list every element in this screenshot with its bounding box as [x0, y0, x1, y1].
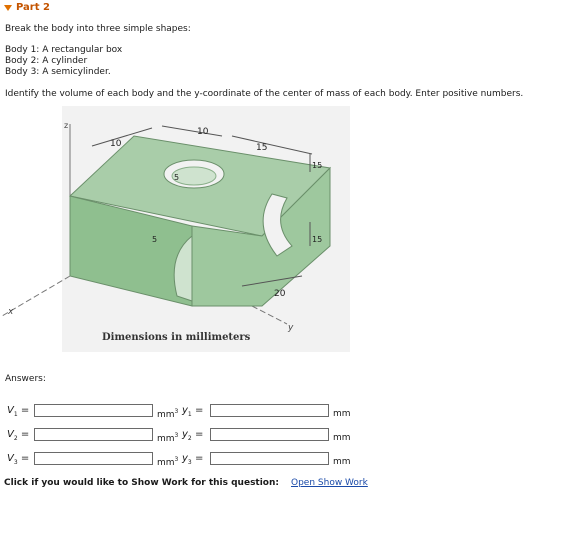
y-label: y	[288, 323, 294, 333]
dim-line-10b	[162, 126, 222, 136]
dim-label-10b: 10	[197, 127, 209, 137]
body-2-text: Body 2: A cylinder	[5, 56, 88, 66]
body-3-text: Body 3: A semicylinder.	[5, 67, 111, 77]
figure-caption: Dimensions in millimeters	[102, 332, 251, 343]
show-work-prompt: Click if you would like to Show Work for this question:	[4, 478, 279, 488]
y3-unit: mm	[333, 457, 351, 467]
v3-unit: $mm^3$	[157, 456, 179, 468]
v2-input[interactable]	[34, 428, 153, 441]
answer-row-1	[0, 404, 569, 422]
y-axis	[252, 306, 287, 324]
answers-heading: Answers:	[5, 374, 46, 384]
part-title: Part 2	[16, 2, 50, 13]
v2-unit: $mm^3$	[157, 432, 179, 444]
v1-label: $V_1$ =	[7, 405, 30, 418]
dim-label-5a: 5	[174, 173, 180, 182]
answer-row-2	[0, 428, 569, 446]
y1-unit: mm	[333, 409, 351, 419]
answer-row-3	[0, 452, 569, 470]
y1-label: $y_1$ =	[182, 405, 204, 418]
dim-label-15a: 15	[256, 143, 268, 153]
open-show-work-link[interactable]: Open Show Work	[291, 478, 368, 488]
dim-label-15b: 15	[312, 161, 323, 170]
y2-label: $y_2$ =	[182, 429, 204, 442]
y2-unit: mm	[333, 433, 351, 443]
v2-label: $V_2$ =	[7, 429, 30, 442]
y3-label: $y_3$ =	[182, 453, 204, 466]
y3-input[interactable]	[210, 452, 329, 465]
v3-input[interactable]	[34, 452, 153, 465]
v3-label: $V_3$ =	[7, 453, 30, 466]
dim-label-10a: 10	[110, 139, 122, 149]
task-text: Identify the volume of each body and the y-coordinate of the center of mass of each body. Enter positive numbers.	[5, 89, 524, 99]
y2-input[interactable]	[210, 428, 329, 441]
body-drawing	[8, 106, 350, 352]
v1-input[interactable]	[34, 404, 153, 417]
dim-line-15	[232, 136, 312, 154]
v1-unit: $mm^3$	[157, 408, 179, 420]
dim-label-20: 20	[274, 289, 286, 299]
part-header[interactable]	[4, 2, 50, 13]
body-figure	[8, 106, 350, 352]
dim-label-15c: 15	[312, 235, 323, 244]
collapse-triangle-icon[interactable]	[4, 5, 12, 11]
body-1-text: Body 1: A rectangular box	[5, 45, 123, 55]
z-label: z	[64, 121, 69, 130]
instructions-intro: Break the body into three simple shapes:	[5, 24, 191, 34]
x-label: x	[8, 307, 14, 317]
y1-input[interactable]	[210, 404, 329, 417]
dim-label-5b: 5	[152, 235, 158, 244]
